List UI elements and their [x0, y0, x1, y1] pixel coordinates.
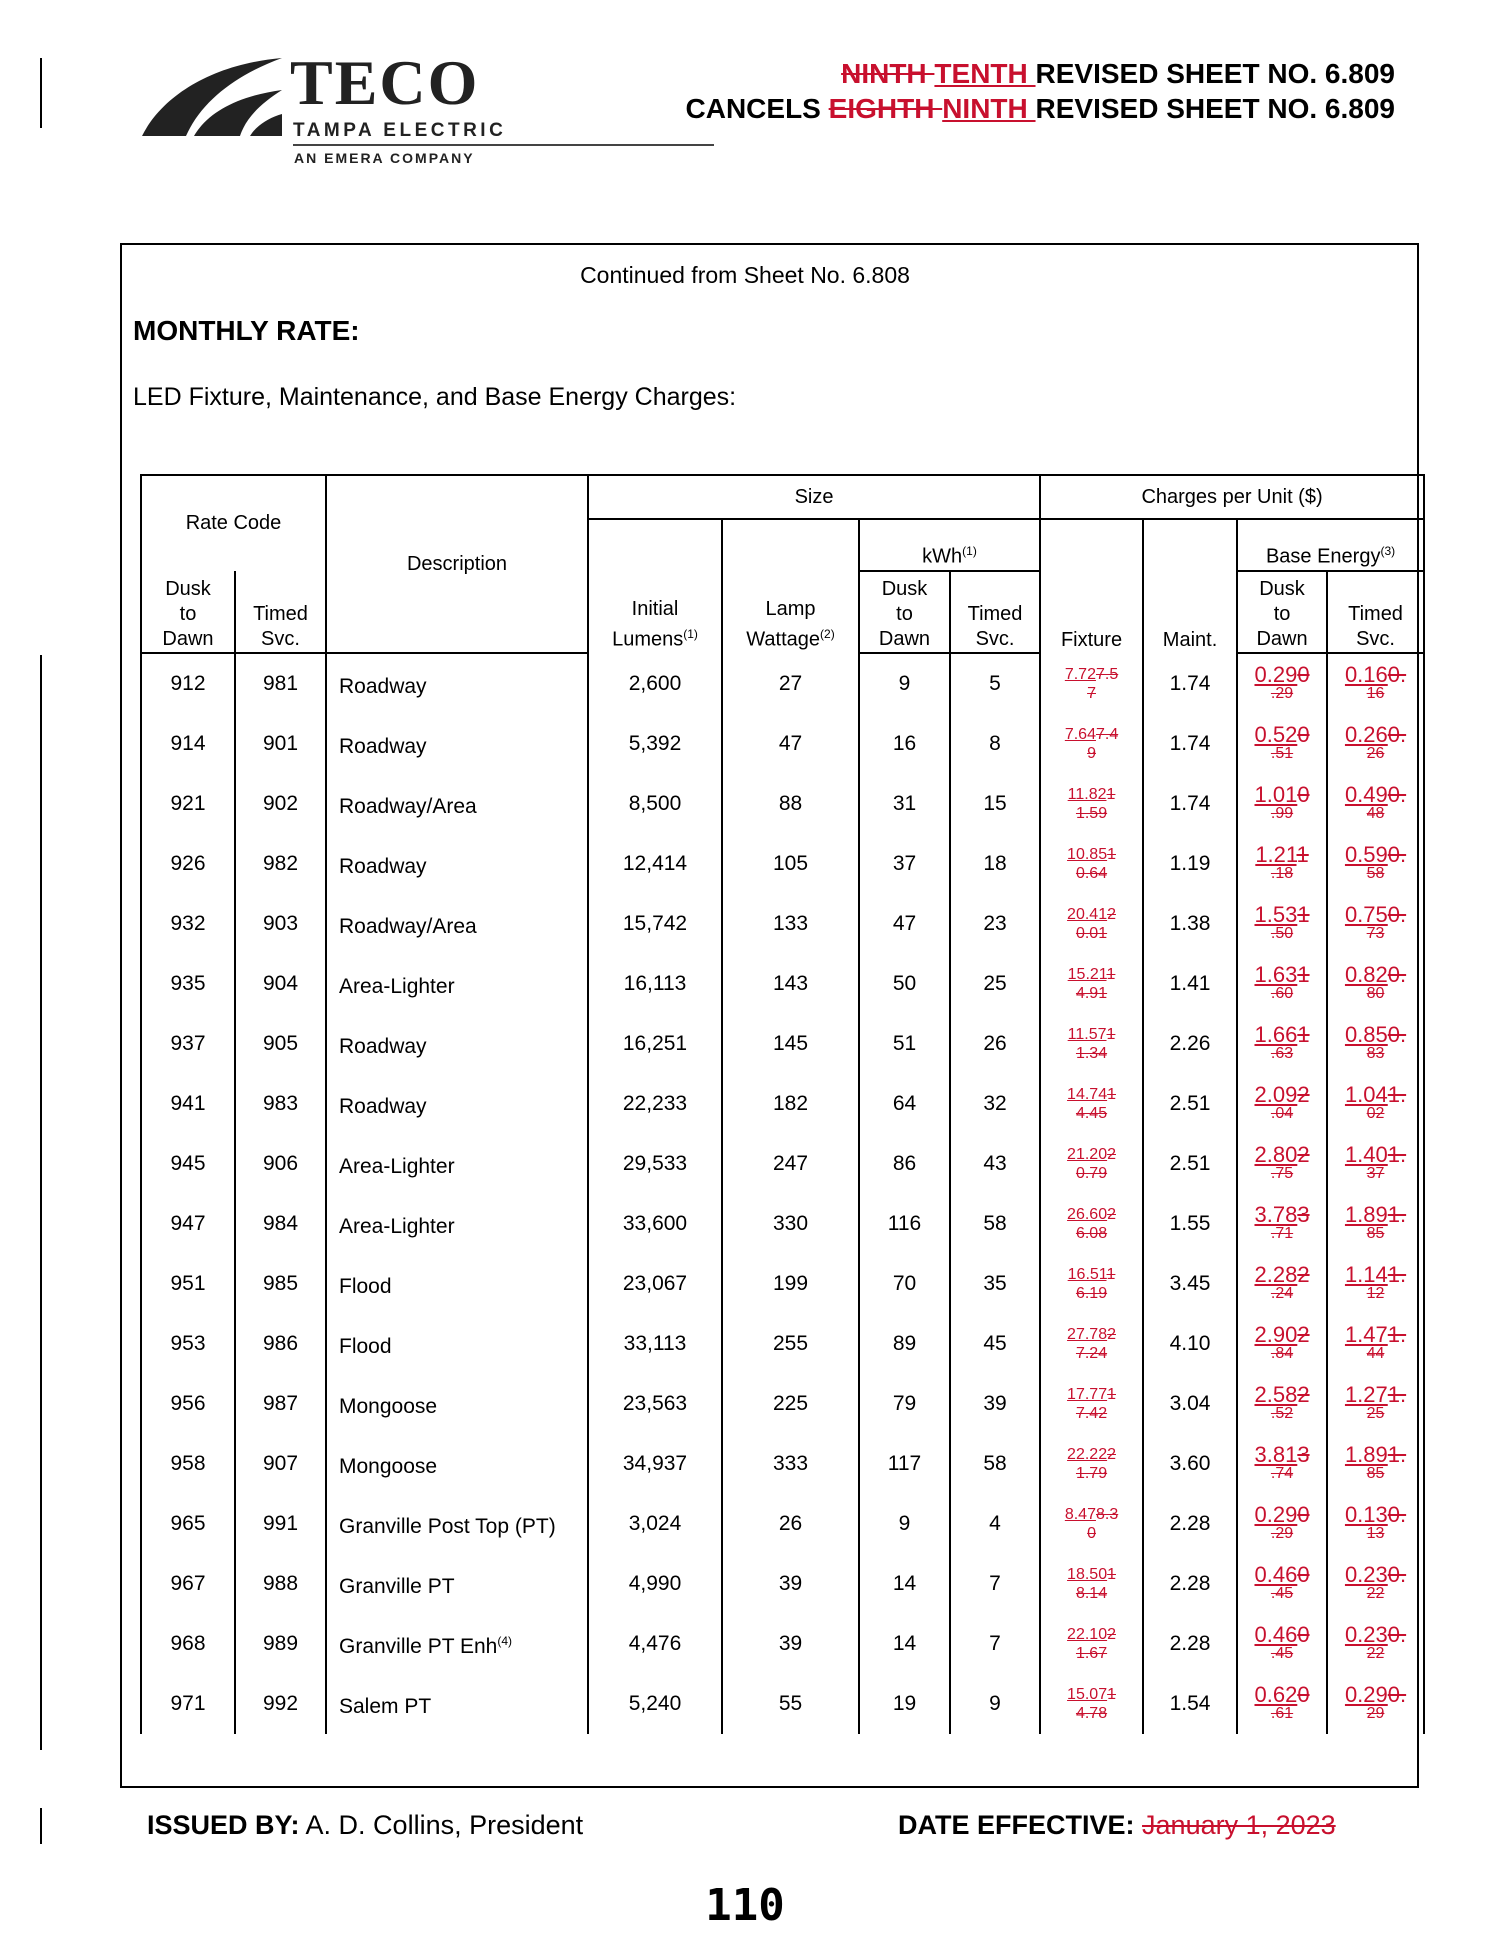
- timed-code-cell: 987: [235, 1374, 326, 1434]
- wattage-cell: 255: [722, 1314, 859, 1374]
- fixture-cell: 11.571 1.34: [1040, 1014, 1143, 1074]
- lumens-cell: 2,600: [588, 653, 722, 714]
- energy-timed-cell: 1.041. 02: [1327, 1074, 1424, 1134]
- energy-dusk-cell: 0.460 .45: [1237, 1554, 1327, 1614]
- kwh-dusk-cell: 70: [859, 1254, 950, 1314]
- lumens-cell: 15,742: [588, 894, 722, 954]
- fixture-cell: 11.821 1.59: [1040, 774, 1143, 834]
- initial-lumens-header: Initial Lumens$^{(1)}$: [588, 519, 722, 653]
- issued-label: ISSUED BY:: [147, 1810, 300, 1840]
- kwh-timed-cell: 18: [950, 834, 1040, 894]
- maint-header: Maint.: [1143, 519, 1237, 653]
- energy-dusk-cell: 0.460 .45: [1237, 1614, 1327, 1674]
- kwh-dusk-header: Dusk to Dawn: [859, 571, 950, 653]
- description-cell: Flood: [326, 1254, 588, 1314]
- maint-cell: 1.74: [1143, 714, 1237, 774]
- description-cell: Roadway: [326, 1014, 588, 1074]
- dusk-code-cell: 956: [141, 1374, 235, 1434]
- fixture-cell: 7.727.5 7: [1040, 653, 1143, 714]
- description-cell: Roadway: [326, 834, 588, 894]
- table-row: [141, 1314, 1424, 1374]
- logo-subtitle: TAMPA ELECTRIC: [293, 120, 507, 141]
- energy-dusk-cell: 1.531 .50: [1237, 894, 1327, 954]
- kwh-timed-cell: 7: [950, 1554, 1040, 1614]
- kwh-timed-cell: 4: [950, 1494, 1040, 1554]
- maint-cell: 2.51: [1143, 1074, 1237, 1134]
- description-cell: Roadway/Area: [326, 894, 588, 954]
- table-row: [141, 1374, 1424, 1434]
- description-cell: Granville PT Enh$^{(4)}$: [326, 1614, 588, 1674]
- energy-dusk-cell: 0.290 .29: [1237, 653, 1327, 714]
- swoosh-logo-icon: [142, 56, 287, 138]
- kwh-dusk-cell: 9: [859, 1494, 950, 1554]
- maint-cell: 3.45: [1143, 1254, 1237, 1314]
- energy-dusk-cell: 3.783 .71: [1237, 1194, 1327, 1254]
- inserted-cancel-ordinal: NINTH: [942, 93, 1036, 124]
- dusk-code-cell: 965: [141, 1494, 235, 1554]
- energy-dusk-cell: 2.092 .04: [1237, 1074, 1327, 1134]
- table-row: [141, 834, 1424, 894]
- revision-bar-top: [40, 58, 42, 128]
- energy-timed-cell: 0.260. 26: [1327, 714, 1424, 774]
- wattage-cell: 225: [722, 1374, 859, 1434]
- kwh-timed-cell: 58: [950, 1194, 1040, 1254]
- kwh-timed-cell: 39: [950, 1374, 1040, 1434]
- kwh-timed-cell: 8: [950, 714, 1040, 774]
- timed-code-cell: 983: [235, 1074, 326, 1134]
- fixture-cell: 16.511 6.19: [1040, 1254, 1143, 1314]
- timed-code-cell: 901: [235, 714, 326, 774]
- fixture-cell: 21.202 0.79: [1040, 1134, 1143, 1194]
- energy-dusk-header: Dusk to Dawn: [1237, 571, 1327, 653]
- fixture-cell: 17.771 7.42: [1040, 1374, 1143, 1434]
- maint-cell: 1.19: [1143, 834, 1237, 894]
- energy-timed-cell: 0.290. 29: [1327, 1674, 1424, 1734]
- energy-dusk-cell: 1.661 .63: [1237, 1014, 1327, 1074]
- lumens-cell: 5,240: [588, 1674, 722, 1734]
- lumens-cell: 12,414: [588, 834, 722, 894]
- lumens-cell: 5,392: [588, 714, 722, 774]
- lumens-cell: 16,251: [588, 1014, 722, 1074]
- fixture-cell: 15.211 4.91: [1040, 954, 1143, 1014]
- logo-rule: [293, 144, 714, 146]
- sheet-number-line: [841, 58, 1395, 90]
- table-row: [141, 894, 1424, 954]
- wattage-cell: 27: [722, 653, 859, 714]
- energy-timed-cell: 0.230. 22: [1327, 1554, 1424, 1614]
- timed-code-cell: 988: [235, 1554, 326, 1614]
- table-row: [141, 714, 1424, 774]
- kwh-timed-cell: 7: [950, 1614, 1040, 1674]
- timed-code-cell: 905: [235, 1014, 326, 1074]
- dusk-code-cell: 967: [141, 1554, 235, 1614]
- energy-timed-header: Timed Svc.: [1327, 571, 1424, 653]
- fixture-cell: 22.222 1.79: [1040, 1434, 1143, 1494]
- wattage-cell: 247: [722, 1134, 859, 1194]
- maint-cell: 1.74: [1143, 653, 1237, 714]
- kwh-dusk-cell: 50: [859, 954, 950, 1014]
- kwh-dusk-cell: 64: [859, 1074, 950, 1134]
- revision-bar-table: [40, 655, 42, 1750]
- rate-code-header: Rate Code: [141, 475, 326, 571]
- table-row: [141, 1254, 1424, 1314]
- maint-cell: 1.54: [1143, 1674, 1237, 1734]
- table-row: [141, 1014, 1424, 1074]
- fixture-cell: 7.647.4 9: [1040, 714, 1143, 774]
- energy-timed-cell: 1.271. 25: [1327, 1374, 1424, 1434]
- date-effective: [898, 1810, 1336, 1841]
- fixture-cell: 27.782 7.24: [1040, 1314, 1143, 1374]
- lumens-cell: 16,113: [588, 954, 722, 1014]
- description-cell: Granville PT: [326, 1554, 588, 1614]
- sheet-number-text: REVISED SHEET NO. 6.809: [1035, 58, 1395, 89]
- dusk-code-cell: 935: [141, 954, 235, 1014]
- maint-cell: 4.10: [1143, 1314, 1237, 1374]
- table-row: [141, 653, 1424, 714]
- timed-code-cell: 989: [235, 1614, 326, 1674]
- fixture-cell: 18.501 8.14: [1040, 1554, 1143, 1614]
- dusk-code-cell: 971: [141, 1674, 235, 1734]
- continued-note: Continued from Sheet No. 6.808: [580, 262, 910, 288]
- energy-dusk-cell: 2.802 .75: [1237, 1134, 1327, 1194]
- dusk-code-cell: 926: [141, 834, 235, 894]
- base-energy-header: Base Energy$^{(3)}$: [1237, 519, 1424, 571]
- dusk-code-cell: 968: [141, 1614, 235, 1674]
- table-row: [141, 774, 1424, 834]
- dusk-code-cell: 914: [141, 714, 235, 774]
- lumens-cell: 22,233: [588, 1074, 722, 1134]
- fixture-cell: 15.071 4.78: [1040, 1674, 1143, 1734]
- energy-dusk-cell: 1.211 .18: [1237, 834, 1327, 894]
- size-header: Size: [588, 475, 1040, 519]
- lumens-cell: 23,563: [588, 1374, 722, 1434]
- description-header: Description: [326, 475, 588, 653]
- description-cell: Area-Lighter: [326, 1134, 588, 1194]
- wattage-cell: 105: [722, 834, 859, 894]
- dusk-code-cell: 947: [141, 1194, 235, 1254]
- dusk-code-cell: 951: [141, 1254, 235, 1314]
- timed-code-cell: 986: [235, 1314, 326, 1374]
- energy-dusk-cell: 0.520 .51: [1237, 714, 1327, 774]
- issued-name: A. D. Collins, President: [305, 1810, 584, 1840]
- energy-dusk-cell: 3.813 .74: [1237, 1434, 1327, 1494]
- wattage-cell: 47: [722, 714, 859, 774]
- description-cell: Roadway: [326, 653, 588, 714]
- timed-code-cell: 992: [235, 1674, 326, 1734]
- lamp-wattage-header: Lamp Wattage$^{(2)}$: [722, 519, 859, 653]
- kwh-dusk-cell: 37: [859, 834, 950, 894]
- timed-code-cell: 907: [235, 1434, 326, 1494]
- energy-timed-cell: 1.401. 37: [1327, 1134, 1424, 1194]
- section-heading: MONTHLY RATE:: [133, 315, 360, 346]
- logo-wordmark: TECO: [290, 47, 480, 118]
- cancels-prefix: CANCELS: [685, 93, 829, 124]
- wattage-cell: 26: [722, 1494, 859, 1554]
- kwh-header: kWh$^{(1)}$: [859, 519, 1040, 571]
- table-row: [141, 954, 1424, 1014]
- maint-cell: 2.51: [1143, 1134, 1237, 1194]
- kwh-dusk-cell: 47: [859, 894, 950, 954]
- deleted-cancel-ordinal: EIGHTH: [828, 93, 943, 124]
- fixture-cell: 26.602 6.08: [1040, 1194, 1143, 1254]
- timed-code-cell: 906: [235, 1134, 326, 1194]
- dusk-code-cell: 921: [141, 774, 235, 834]
- energy-timed-cell: 0.750. 73: [1327, 894, 1424, 954]
- kwh-timed-cell: 15: [950, 774, 1040, 834]
- page-number: 110: [705, 1880, 785, 1931]
- cancels-line: [686, 93, 1395, 125]
- kwh-timed-cell: 5: [950, 653, 1040, 714]
- kwh-timed-cell: 9: [950, 1674, 1040, 1734]
- timed-code-cell: 903: [235, 894, 326, 954]
- description-cell: Flood: [326, 1314, 588, 1374]
- dusk-code-cell: 937: [141, 1014, 235, 1074]
- table-row: [141, 1494, 1424, 1554]
- company-logo: [142, 47, 582, 174]
- timed-code-cell: 984: [235, 1194, 326, 1254]
- energy-timed-cell: 0.490. 48: [1327, 774, 1424, 834]
- maint-cell: 2.28: [1143, 1494, 1237, 1554]
- kwh-dusk-cell: 14: [859, 1614, 950, 1674]
- energy-dusk-cell: 2.582 .52: [1237, 1374, 1327, 1434]
- energy-timed-cell: 1.141. 12: [1327, 1254, 1424, 1314]
- energy-timed-cell: 0.820. 80: [1327, 954, 1424, 1014]
- deleted-ordinal: NINTH: [841, 58, 935, 89]
- dusk-code-cell: 953: [141, 1314, 235, 1374]
- maint-cell: 2.26: [1143, 1014, 1237, 1074]
- inserted-ordinal: TENTH: [934, 58, 1036, 89]
- table-row: [141, 1674, 1424, 1734]
- kwh-timed-cell: 32: [950, 1074, 1040, 1134]
- energy-dusk-cell: 2.282 .24: [1237, 1254, 1327, 1314]
- dusk-code-cell: 912: [141, 653, 235, 714]
- energy-timed-cell: 1.891. 85: [1327, 1434, 1424, 1494]
- lumens-cell: 23,067: [588, 1254, 722, 1314]
- wattage-cell: 182: [722, 1074, 859, 1134]
- fixture-header: Fixture: [1040, 519, 1143, 653]
- wattage-cell: 133: [722, 894, 859, 954]
- dusk-code-cell: 945: [141, 1134, 235, 1194]
- description-cell: Roadway/Area: [326, 774, 588, 834]
- rate-table: [140, 474, 1425, 1734]
- table-row: [141, 1134, 1424, 1194]
- wattage-cell: 330: [722, 1194, 859, 1254]
- kwh-timed-cell: 35: [950, 1254, 1040, 1314]
- energy-dusk-cell: 1.010 .99: [1237, 774, 1327, 834]
- table-row: [141, 1614, 1424, 1674]
- wattage-cell: 39: [722, 1554, 859, 1614]
- charges-header: Charges per Unit ($): [1040, 475, 1424, 519]
- lumens-cell: 33,113: [588, 1314, 722, 1374]
- kwh-dusk-cell: 51: [859, 1014, 950, 1074]
- wattage-cell: 145: [722, 1014, 859, 1074]
- description-cell: Mongoose: [326, 1374, 588, 1434]
- energy-dusk-cell: 0.290 .29: [1237, 1494, 1327, 1554]
- timed-svc-header: Timed Svc.: [235, 571, 326, 653]
- dusk-to-dawn-header: Dusk to Dawn: [141, 571, 235, 653]
- wattage-cell: 333: [722, 1434, 859, 1494]
- table-row: [141, 1554, 1424, 1614]
- fixture-cell: 22.102 1.67: [1040, 1614, 1143, 1674]
- lumens-cell: 4,990: [588, 1554, 722, 1614]
- kwh-dusk-cell: 14: [859, 1554, 950, 1614]
- description-cell: Granville Post Top (PT): [326, 1494, 588, 1554]
- table-row: [141, 1194, 1424, 1254]
- table-row: [141, 1074, 1424, 1134]
- fixture-cell: 8.478.3 0: [1040, 1494, 1143, 1554]
- description-cell: Roadway: [326, 714, 588, 774]
- kwh-timed-cell: 26: [950, 1014, 1040, 1074]
- maint-cell: 1.74: [1143, 774, 1237, 834]
- wattage-cell: 143: [722, 954, 859, 1014]
- timed-code-cell: 985: [235, 1254, 326, 1314]
- timed-code-cell: 982: [235, 834, 326, 894]
- lumens-cell: 33,600: [588, 1194, 722, 1254]
- kwh-dusk-cell: 31: [859, 774, 950, 834]
- energy-timed-cell: 1.471. 44: [1327, 1314, 1424, 1374]
- table-row: [141, 1434, 1424, 1494]
- wattage-cell: 199: [722, 1254, 859, 1314]
- description-cell: Area-Lighter: [326, 954, 588, 1014]
- kwh-dusk-cell: 79: [859, 1374, 950, 1434]
- issued-by: [147, 1810, 583, 1841]
- kwh-dusk-cell: 19: [859, 1674, 950, 1734]
- dusk-code-cell: 958: [141, 1434, 235, 1494]
- kwh-dusk-cell: 9: [859, 653, 950, 714]
- energy-timed-cell: 0.130. 13: [1327, 1494, 1424, 1554]
- logo-tagline: AN EMERA COMPANY: [294, 150, 475, 166]
- lumens-cell: 4,476: [588, 1614, 722, 1674]
- kwh-dusk-cell: 116: [859, 1194, 950, 1254]
- energy-dusk-cell: 2.902 .84: [1237, 1314, 1327, 1374]
- wattage-cell: 88: [722, 774, 859, 834]
- lumens-cell: 8,500: [588, 774, 722, 834]
- energy-timed-cell: 0.230. 22: [1327, 1614, 1424, 1674]
- kwh-timed-cell: 43: [950, 1134, 1040, 1194]
- energy-dusk-cell: 0.620 .61: [1237, 1674, 1327, 1734]
- kwh-timed-cell: 25: [950, 954, 1040, 1014]
- description-cell: Area-Lighter: [326, 1194, 588, 1254]
- wattage-cell: 55: [722, 1674, 859, 1734]
- dusk-code-cell: 932: [141, 894, 235, 954]
- lumens-cell: 29,533: [588, 1134, 722, 1194]
- maint-cell: 2.28: [1143, 1614, 1237, 1674]
- kwh-timed-header: Timed Svc.: [950, 571, 1040, 653]
- timed-code-cell: 902: [235, 774, 326, 834]
- table-caption: LED Fixture, Maintenance, and Base Energy Charges:: [133, 383, 737, 411]
- energy-timed-cell: 0.850. 83: [1327, 1014, 1424, 1074]
- fixture-cell: 20.412 0.01: [1040, 894, 1143, 954]
- energy-timed-cell: 0.160. 16: [1327, 653, 1424, 714]
- energy-timed-cell: 0.590. 58: [1327, 834, 1424, 894]
- timed-code-cell: 991: [235, 1494, 326, 1554]
- maint-cell: 3.60: [1143, 1434, 1237, 1494]
- maint-cell: 1.41: [1143, 954, 1237, 1014]
- kwh-dusk-cell: 16: [859, 714, 950, 774]
- fixture-cell: 14.741 4.45: [1040, 1074, 1143, 1134]
- rate-table-body: [141, 653, 1424, 1734]
- kwh-timed-cell: 23: [950, 894, 1040, 954]
- kwh-timed-cell: 58: [950, 1434, 1040, 1494]
- wattage-cell: 39: [722, 1614, 859, 1674]
- effective-label: DATE EFFECTIVE:: [898, 1810, 1135, 1840]
- timed-code-cell: 904: [235, 954, 326, 1014]
- maint-cell: 1.55: [1143, 1194, 1237, 1254]
- energy-timed-cell: 1.891. 85: [1327, 1194, 1424, 1254]
- kwh-dusk-cell: 89: [859, 1314, 950, 1374]
- timed-code-cell: 981: [235, 653, 326, 714]
- dusk-code-cell: 941: [141, 1074, 235, 1134]
- fixture-cell: 10.851 0.64: [1040, 834, 1143, 894]
- lumens-cell: 34,937: [588, 1434, 722, 1494]
- description-cell: Roadway: [326, 1074, 588, 1134]
- energy-dusk-cell: 1.631 .60: [1237, 954, 1327, 1014]
- description-cell: Mongoose: [326, 1434, 588, 1494]
- effective-date-deleted: January 1, 2023: [1142, 1810, 1336, 1840]
- kwh-timed-cell: 45: [950, 1314, 1040, 1374]
- revision-bar-footer: [40, 1808, 42, 1844]
- kwh-dusk-cell: 86: [859, 1134, 950, 1194]
- cancels-sheet-text: REVISED SHEET NO. 6.809: [1035, 93, 1395, 124]
- maint-cell: 2.28: [1143, 1554, 1237, 1614]
- maint-cell: 1.38: [1143, 894, 1237, 954]
- lumens-cell: 3,024: [588, 1494, 722, 1554]
- description-cell: Salem PT: [326, 1674, 588, 1734]
- maint-cell: 3.04: [1143, 1374, 1237, 1434]
- kwh-dusk-cell: 117: [859, 1434, 950, 1494]
